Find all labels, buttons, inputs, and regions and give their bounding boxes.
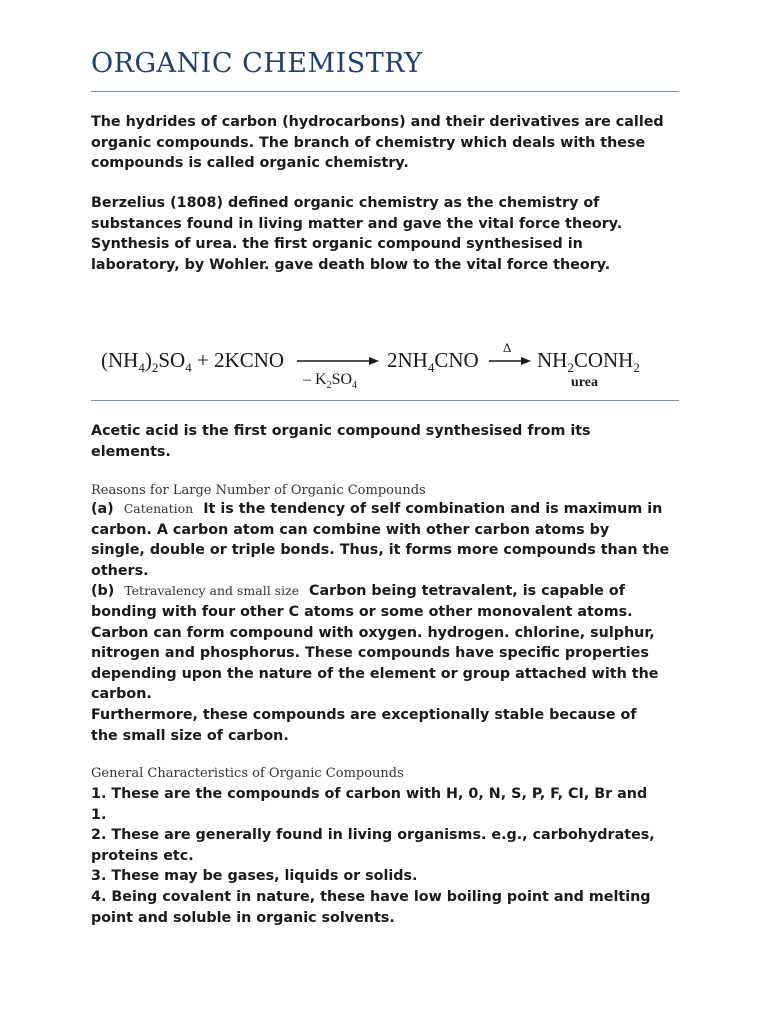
equation-divider [91, 400, 679, 401]
page-title: ORGANIC CHEMISTRY [91, 48, 423, 79]
svg-text:NH2CONH2: $NH_2CONH_2$ [537, 348, 640, 375]
reasons-list [91, 499, 683, 746]
ammonium-cyanate: 2NH [387, 348, 428, 372]
berzelius-paragraph [91, 193, 683, 275]
reason-b-first-line [91, 581, 683, 602]
reaction-arrow-1-head [369, 357, 379, 365]
title-underline [91, 91, 679, 92]
characteristic-line: 1. These are the compounds of carbon with H, 0, N, S, P, F, CI, Br and [91, 786, 648, 802]
characteristic-line: proteins etc. [91, 847, 194, 864]
reactant-potassium-cyanate: + 2KCNO [191, 348, 285, 372]
characteristic-line: 2. These are generally found in living organisms. e.g., carbohydrates, [91, 827, 655, 844]
reason-b-line: the small size of carbon. [91, 727, 289, 744]
intro-paragraph [91, 112, 683, 174]
berzelius-line: Synthesis of urea. the first organic compound synthesised in [91, 236, 583, 253]
byproduct-label: – K [303, 371, 327, 388]
reason-b-marker: (b) [91, 583, 115, 600]
svg-text:2NH4CNO: $2NH_4CNO$ [387, 348, 479, 375]
reason-a-first-line [91, 499, 683, 520]
reason-b-line: Carbon can form compound with oxygen. hydrogen. chlorine, sulphur, [91, 624, 655, 641]
characteristic-line: 1. [91, 806, 107, 823]
acetic-acid-paragraph [91, 421, 683, 462]
reason-a-line: single, double or triple bonds. Thus, it forms more compounds than the [91, 542, 670, 559]
urea-synthesis-equation [97, 330, 657, 398]
characteristics-heading: General Characteristics of Organic Compounds [91, 766, 404, 781]
acetic-line: Acetic acid is the first organic compound synthesised from its [91, 423, 591, 439]
reason-b-line: bonding with four other C atoms or some other monovalent atoms. [91, 603, 633, 620]
characteristics-list [91, 784, 683, 928]
heat-symbol: Δ [503, 340, 512, 355]
reason-a-term: Catenation [123, 501, 194, 516]
reactant-ammonium-sulphate: (NH [101, 348, 139, 372]
reaction-arrow-2-head [521, 357, 531, 365]
berzelius-line: Berzelius (1808) defined organic chemistry as the chemistry of [91, 195, 600, 211]
intro-line: organic compounds. The branch of chemistry which deals with these [91, 134, 646, 151]
reason-b-line: depending upon the nature of the element or group attached with the [91, 665, 659, 682]
urea-label: urea [571, 375, 598, 390]
characteristic-line: 4. Being covalent in nature, these have low boiling point and melting [91, 888, 651, 905]
reason-b-line: nitrogen and phosphorus. These compounds have specific properties [91, 645, 649, 662]
intro-line: compounds is called organic chemistry. [91, 155, 409, 172]
urea-product: NH [537, 348, 568, 372]
reason-a-marker: (a) [91, 501, 114, 517]
acetic-line: elements. [91, 443, 171, 460]
reason-b-line: Furthermore, these compounds are exceptionally stable because of [91, 706, 637, 723]
svg-text:(NH4)2SO4 + 2KCNO: $(NH_4)_2SO_4$ + 2KCNO [101, 348, 285, 375]
reason-b-text: Carbon being tetravalent, is capable of [309, 583, 625, 600]
reason-a-text: It is the tendency of self combination and is maximum in [203, 501, 663, 517]
reason-b-line: carbon. [91, 686, 152, 703]
reason-b-term: Tetravalency and small size [124, 583, 300, 599]
berzelius-line: substances found in living matter and gave the vital force theory. [91, 215, 623, 232]
characteristic-line: point and soluble in organic solvents. [91, 909, 395, 926]
characteristic-line: 3. These may be gases, liquids or solids. [91, 868, 418, 885]
reason-a-line: others. [91, 562, 149, 579]
reasons-heading: Reasons for Large Number of Organic Compounds [91, 483, 426, 498]
berzelius-line: laboratory, by Wohler. gave death blow to the vital force theory. [91, 256, 611, 273]
intro-line: The hydrides of carbon (hydrocarbons) and their derivatives are called [91, 114, 664, 130]
svg-text:– K2SO4: – $K_2SO_4$ [303, 371, 358, 391]
reason-a-line: carbon. A carbon atom can combine with other carbon atoms by [91, 521, 610, 538]
